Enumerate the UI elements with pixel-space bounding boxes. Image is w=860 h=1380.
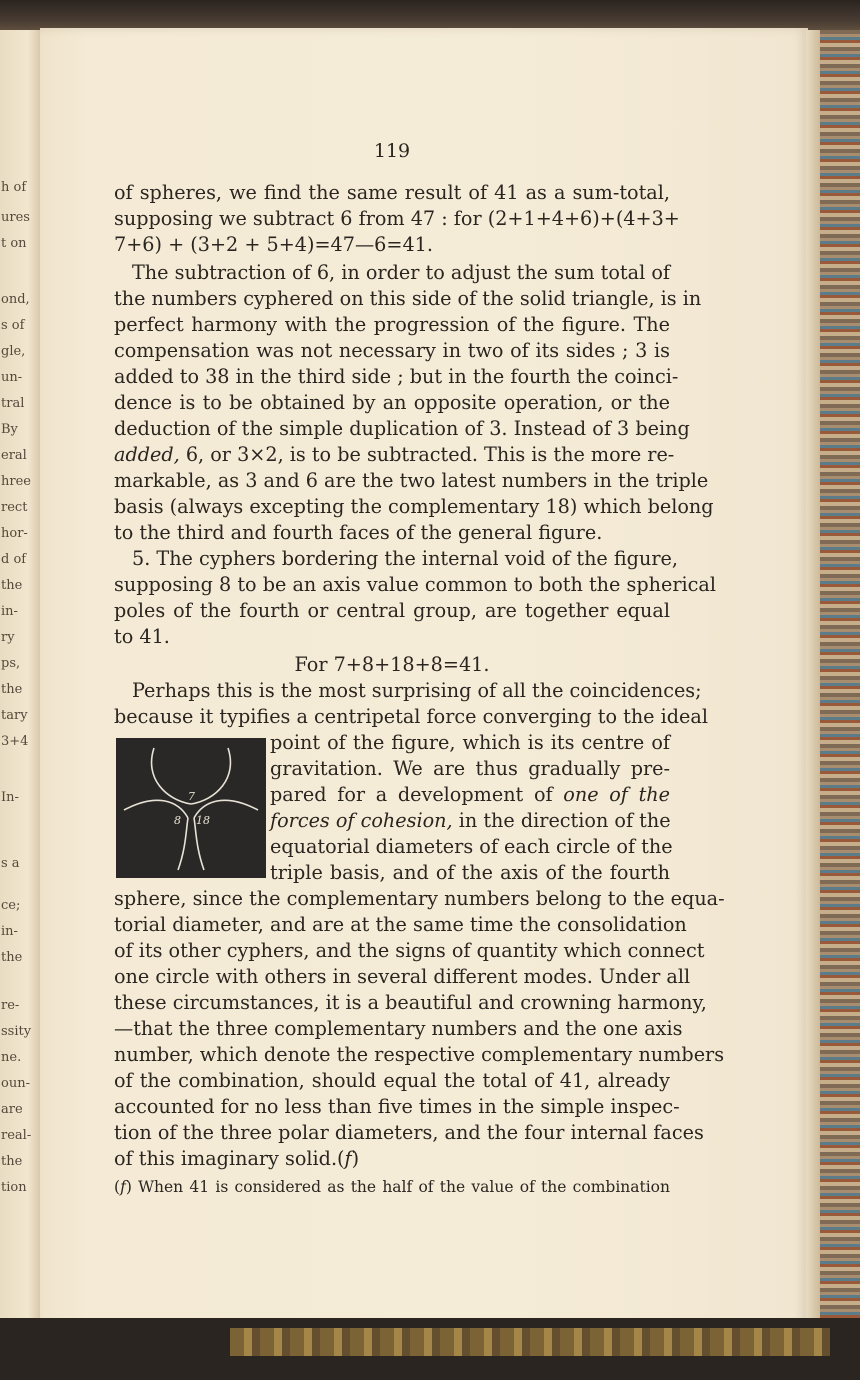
text-line: compensation was not necessary in two of its sides ; 3 is (114, 339, 670, 362)
text-line: —that the three complementary numbers and the one axis (114, 1017, 683, 1040)
margin-fragment: re- (1, 998, 20, 1013)
margin-fragment: In- (1, 790, 19, 805)
margin-fragment: ne. (1, 1050, 22, 1065)
figure-label: 7 (188, 790, 195, 803)
text-line: equatorial diameters of each circle of the (270, 835, 673, 858)
text-line: basis (always excepting the complementary 18) which belong (114, 495, 714, 518)
text-line: 5. The cyphers bordering the internal void of the figure, (132, 547, 678, 570)
text-line: added to 38 in the third side ; but in the fourth the coinci- (114, 365, 679, 388)
margin-fragment: ce; (1, 898, 21, 913)
text-line: of this imaginary solid.(f) (114, 1147, 360, 1170)
text-line: these circumstances, it is a beautiful and crowning harmony, (114, 991, 707, 1014)
text-line: because it typifies a centripetal force converging to the ideal (114, 705, 708, 728)
figure-label: 8 (174, 814, 181, 827)
text-line: sphere, since the complementary numbers belong to the equa- (114, 887, 725, 910)
text-line: deduction of the simple duplication of 3. Instead of 3 being (114, 417, 690, 440)
text-line: dence is to be obtained by an opposite operation, or the (114, 391, 670, 414)
text-line: to 41. (114, 625, 170, 648)
text-line: torial diameter, and are at the same time the consolidation (114, 913, 687, 936)
margin-fragment: rect (1, 500, 28, 515)
text-line: point of the figure, which is its centre of (270, 731, 670, 754)
margin-fragment: d of (1, 552, 27, 567)
margin-fragment: tary (1, 708, 28, 723)
text-line: one circle with others in several different modes. Under all (114, 965, 691, 988)
text-line: forces of cohesion, in the direction of the (270, 809, 671, 832)
margin-fragment: hor- (1, 526, 28, 541)
text-line: gravitation. We are thus gradually pre- (270, 757, 670, 780)
text-line: pared for a development of one of the (270, 783, 670, 806)
gilt-ornament (230, 1328, 830, 1356)
margin-fragment: ry (1, 630, 15, 645)
margin-fragment: the (1, 1154, 23, 1169)
margin-fragment: ps, (1, 656, 21, 671)
margin-fragment: 3+4 (1, 734, 29, 749)
text-line: supposing 8 to be an axis value common to both the spherical (114, 573, 716, 596)
margin-fragment: gle, (1, 344, 26, 359)
page-edge-shadow (806, 30, 820, 1326)
sphere-diagram-figure (116, 738, 266, 878)
margin-fragment: ssity (1, 1024, 32, 1039)
margin-fragment: s of (1, 318, 25, 333)
equation-line: For 7+8+18+8=41. (294, 653, 490, 676)
margin-fragment: un- (1, 370, 23, 385)
text-line: to the third and fourth faces of the general figure. (114, 521, 603, 544)
margin-fragment: the (1, 578, 23, 593)
text-line: tion of the three polar diameters, and the four internal faces (114, 1121, 704, 1144)
text-line: of spheres, we find the same result of 41 as a sum-total, (114, 181, 670, 204)
text-line: of its other cyphers, and the signs of quantity which connect (114, 939, 705, 962)
text-line: supposing we subtract 6 from 47 : for (2+1+4+6)+(4+3+ (114, 207, 680, 230)
margin-fragment: eral (1, 448, 27, 463)
text-line: The subtraction of 6, in order to adjust the sum total of (132, 261, 670, 284)
margin-fragment: real- (1, 1128, 32, 1143)
text-line: added, 6, or 3×2, is to be subtracted. This is the more re- (114, 443, 675, 466)
page-number: 119 (373, 140, 411, 162)
margin-fragment: s a (1, 856, 20, 871)
margin-fragment: the (1, 950, 23, 965)
text-line: number, which denote the respective complementary numbers (114, 1043, 725, 1066)
text-line: 7+6) + (3+2 + 5+4)=47—6=41. (114, 233, 433, 256)
margin-fragment: the (1, 682, 23, 697)
margin-fragment: oun- (1, 1076, 30, 1091)
text-line: accounted for no less than five times in the simple inspec- (114, 1095, 680, 1118)
margin-fragment: h of (1, 180, 27, 195)
margin-fragment: ures (1, 210, 30, 225)
margin-fragment: are (1, 1102, 23, 1117)
margin-fragment: tion (1, 1180, 27, 1195)
margin-fragment: tral (1, 396, 25, 411)
text-line: markable, as 3 and 6 are the two latest numbers in the triple (114, 469, 709, 492)
text-line: Perhaps this is the most surprising of all the coincidences; (132, 679, 702, 702)
margin-fragment: ond, (1, 292, 30, 307)
margin-fragment: in- (1, 604, 18, 619)
text-line: the numbers cyphered on this side of the solid triangle, is in (114, 287, 702, 310)
margin-fragment: hree (1, 474, 31, 489)
text-line: poles of the fourth or central group, are together equal (114, 599, 670, 622)
text-line: perfect harmony with the progression of the figure. The (114, 313, 670, 336)
text-line: of the combination, should equal the total of 41, already (114, 1069, 670, 1092)
margin-fragment: By (1, 422, 18, 437)
margin-fragment: in- (1, 924, 18, 939)
figure-label: 18 (196, 814, 210, 827)
sphere-diagram (116, 738, 266, 878)
footnote: (f) When 41 is considered as the half of the value of the combination (114, 1178, 670, 1196)
text-line: triple basis, and of the axis of the fourth (270, 861, 670, 884)
margin-fragment: t on (1, 236, 27, 251)
previous-page-edge (0, 30, 41, 1346)
